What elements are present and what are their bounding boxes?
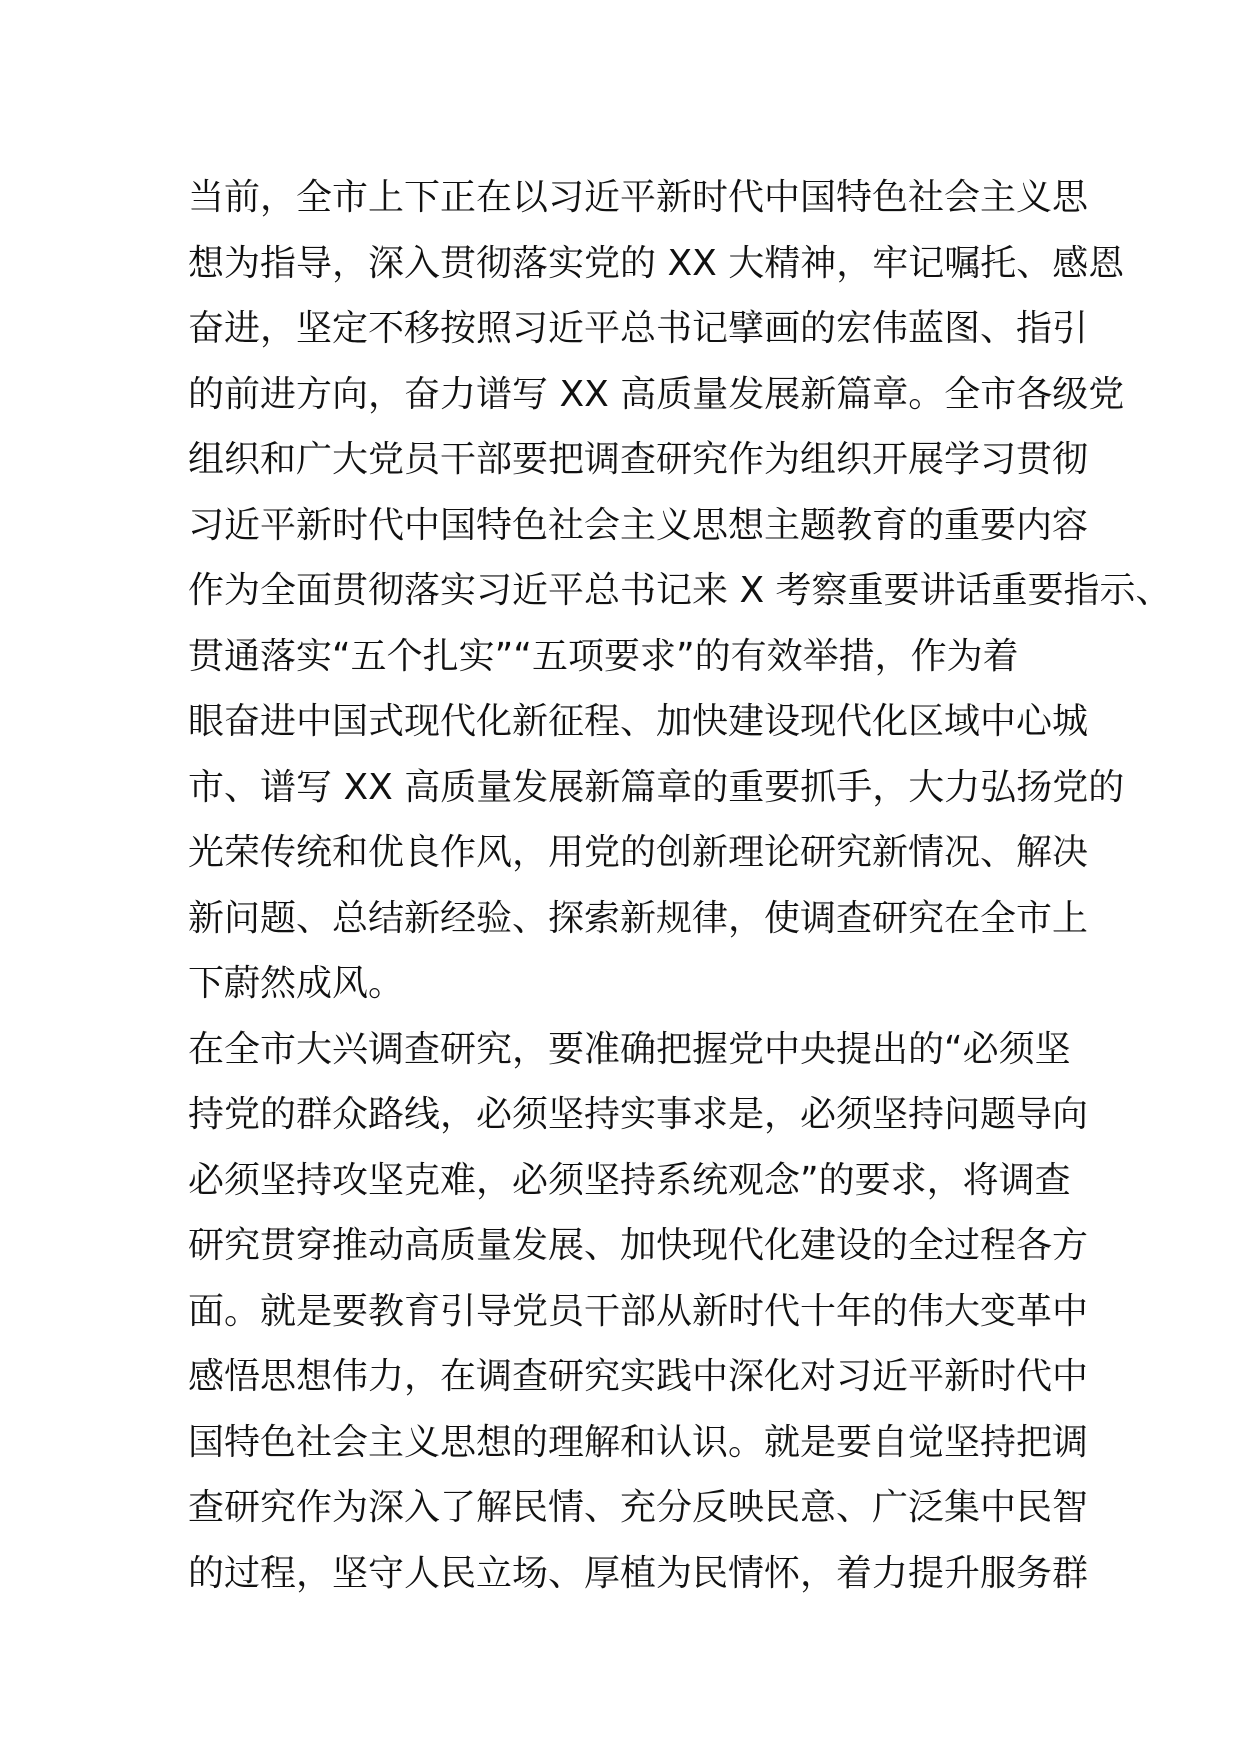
document-body [188,165,1172,1606]
text-line: 面。就是要教育引导党员干部从新时代十年的伟大变革中 [188,1290,1089,1332]
text-line: 查研究作为深入了解民情、充分反映民意、广泛集中民智 [188,1487,1089,1528]
paragraph-1 [188,165,1172,1017]
text-line: 必须坚持攻坚克难，必须坚持系统观念”的要求，将调查 [188,1159,1071,1201]
text-line: 作为全面贯彻落实习近平总书记来 X 考察重要讲话重要指示、 [188,570,1172,611]
text-line: 当前，全市上下正在以习近平新时代中国特色社会主义思 [188,177,1089,218]
text-line: 组织和广大党员干部要把调查研究作为组织开展学习贯彻 [188,439,1089,480]
text-line: 的过程，坚守人民立场、厚植为民情怀，着力提升服务群 [188,1552,1089,1594]
text-line: 国特色社会主义思想的理解和认识。就是要自觉坚持把调 [188,1421,1089,1463]
text-line: 感悟思想伟力，在调查研究实践中深化对习近平新时代中 [188,1356,1089,1397]
text-line: 眼奋进中国式现代化新征程、加快建设现代化区域中心城 [188,701,1089,742]
text-line: 奋进，坚定不移按照习近平总书记擘画的宏伟蓝图、指引 [188,308,1089,349]
text-line: 光荣传统和优良作风，用党的创新理论研究新情况、解决 [188,832,1089,873]
text-line: 下蔚然成风。 [188,963,405,1004]
text-line: 新问题、总结新经验、探索新规律，使调查研究在全市上 [188,897,1089,939]
text-line: 研究贯穿推动高质量发展、加快现代化建设的全过程各方 [188,1225,1089,1266]
text-line: 习近平新时代中国特色社会主义思想主题教育的重要内容 [188,504,1089,546]
text-line: 贯通落实“五个扎实”“五项要求”的有效举措，作为着 [188,635,1019,677]
text-line: 想为指导，深入贯彻落实党的 XX 大精神，牢记嘱托、感恩 [188,242,1125,284]
text-line: 市、谱写 XX 高质量发展新篇章的重要抓手，大力弘扬党的 [188,766,1125,808]
text-line: 在全市大兴调查研究，要准确把握党中央提出的“必须坚 [188,1028,1071,1070]
text-line: 持党的群众路线，必须坚持实事求是，必须坚持问题导向 [188,1094,1089,1135]
paragraph-2 [188,1017,1088,1607]
text-line: 的前进方向，奋力谱写 XX 高质量发展新篇章。全市各级党 [188,373,1125,415]
